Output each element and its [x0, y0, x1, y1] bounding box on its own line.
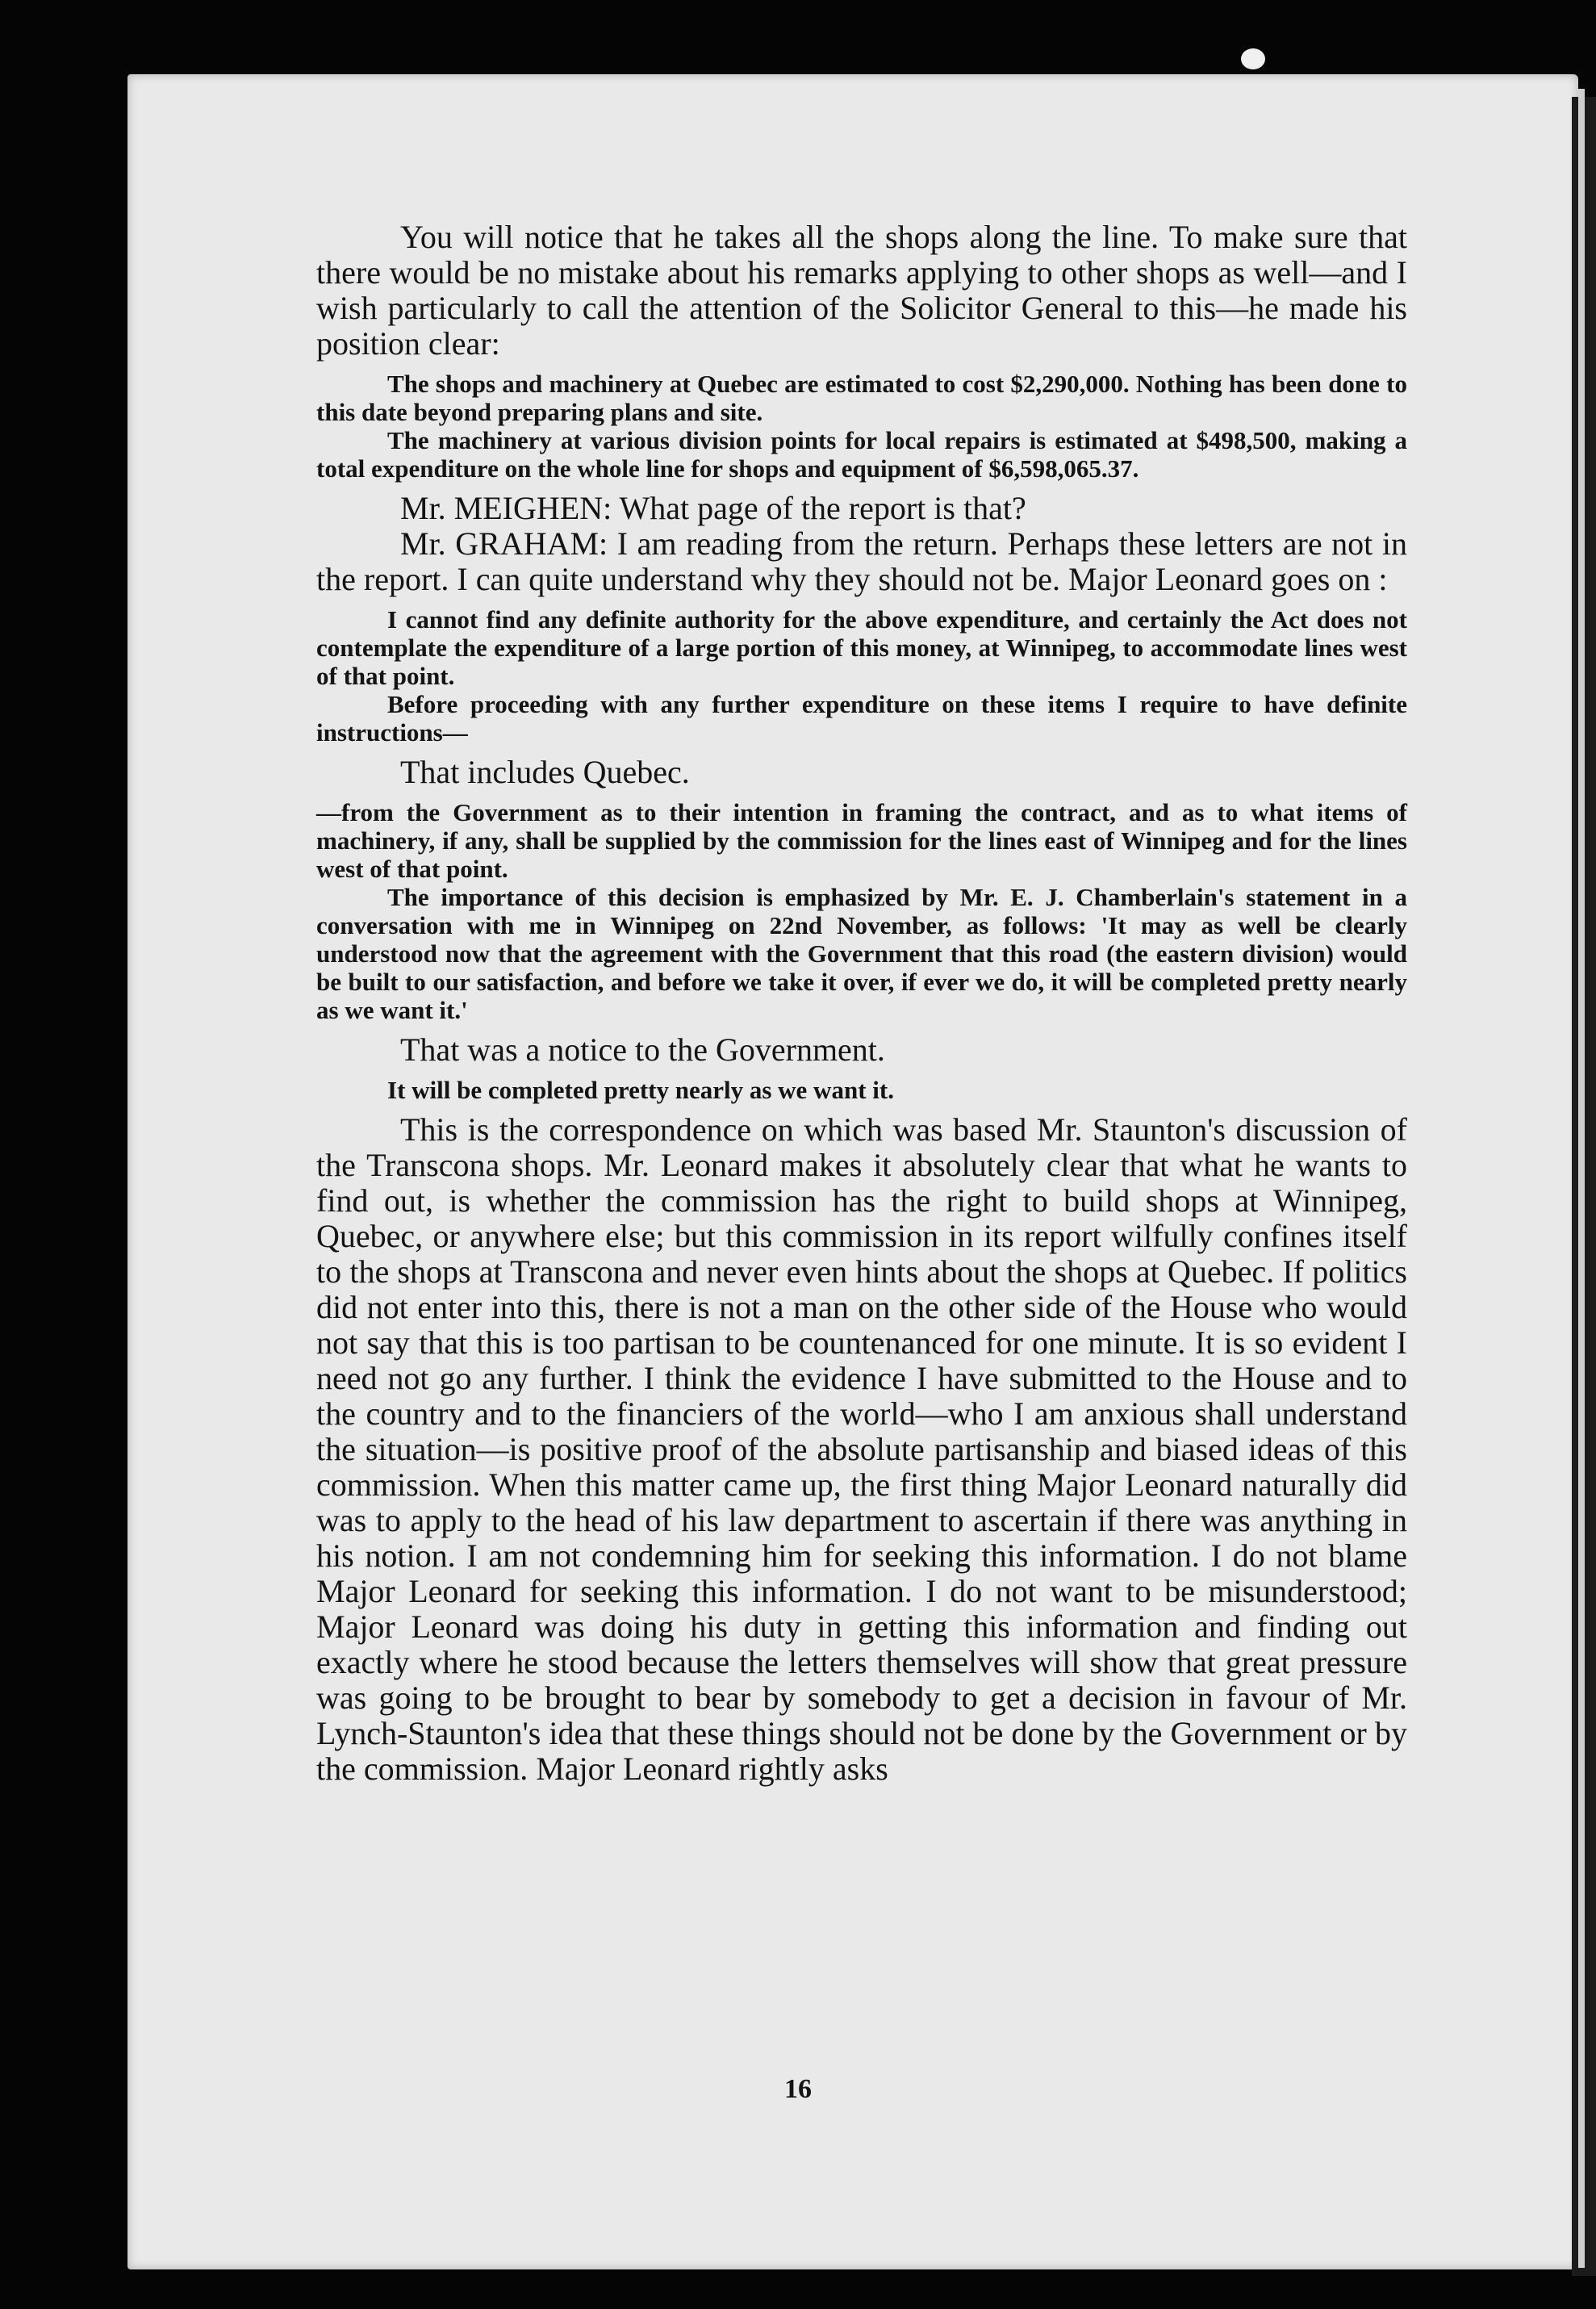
block-quote: I cannot find any definite authority for the above expenditure, and certainly the Act does not contemplate the expenditure of a large portion of this money, at Winnipeg, to accommodate lines west of that point. — [316, 605, 1407, 690]
body-paragraph: That includes Quebec. — [400, 754, 690, 790]
block-quote: —from the Government as to their intention in framing the contract, and as to what items of machinery, if any, shall be supplied by the commission for the lines east of Winnipeg and for the lines west of that point. — [316, 798, 1407, 883]
document-body — [316, 220, 1407, 1787]
body-paragraph: That was a notice to the Government. — [400, 1031, 885, 1068]
block-quote: Before proceeding with any further expenditure on these items I require to have definite instructions— — [316, 690, 1407, 747]
block-quote: The machinery at various division points for local repairs is estimated at $498,500, making a total expenditure on the whole line for shops and equipment of $6,598,065.37. — [316, 426, 1407, 483]
body-paragraph: Mr. MEIGHEN: What page of the report is that? — [400, 490, 1026, 526]
body-paragraph: Mr. GRAHAM: I am reading from the return. Perhaps these letters are not in the report. I can quite understand why they should not be. Major Leonard goes on : — [316, 525, 1407, 597]
page-number: 16 — [784, 2074, 812, 2104]
block-quote: It will be completed pretty nearly as we want it. — [387, 1076, 894, 1104]
block-quote: The importance of this decision is emphasized by Mr. E. J. Chamberlain's statement in a conversation with me in Winnipeg on 22nd November, as follows: 'It may as well be clearly understood now that the agreement with the Government that this road (the eastern division) would be built to our satisfaction, and before we take it over, if ever we do, it will be completed pretty nearly as we want it.' — [316, 883, 1407, 1024]
body-paragraph: You will notice that he takes all the shops along the line. To make sure that there would be no mistake about his remarks applying to other shops as well—and I wish particularly to call the attention of the Solicitor General to this—he made his position clear: — [316, 219, 1407, 362]
dust-speck — [1241, 48, 1265, 69]
body-paragraph: This is the correspondence on which was based Mr. Staunton's discussion of the Transcona shops. Mr. Leonard makes it absolutely clear that what he wants to find out, is whether the commission has the right to build shops at Winnipeg, Quebec, or anywhere else; but this commission in its report wilfully confines itself to the shops at Transcona and never even hints about the shops at Quebec. If politics did not enter into this, there is not a man on the other side of the House who would not say that this is too partisan to be countenanced for one minute. It is so evident I need not go any further. I think the evidence I have submitted to the House and to the country and to the financiers of the world—who I am anxious shall understand the situation—is positive proof of the absolute partisanship and biased ideas of this commission. When this matter came up, the first thing Major Leonard naturally did was to apply to the head of his law department to ascertain if there was anything in his notion. I am not condemning him for seeking this information. I do not blame Major Leonard for seeking this information. I do not want to be misunderstood; Major Leonard was doing his duty in getting this information and finding out exactly where he stood because the letters themselves will show that great pressure was going to be brought to bear by somebody to get a decision in favour of Mr. Lynch-Staunton's idea that these things should not be done by the Government or by the commission. Major Leonard rightly asks — [316, 1111, 1407, 1787]
next-page-edge — [1578, 89, 1585, 2268]
block-quote: The shops and machinery at Quebec are estimated to cost $2,290,000. Nothing has been done to this date beyond preparing plans and site. — [316, 370, 1407, 426]
